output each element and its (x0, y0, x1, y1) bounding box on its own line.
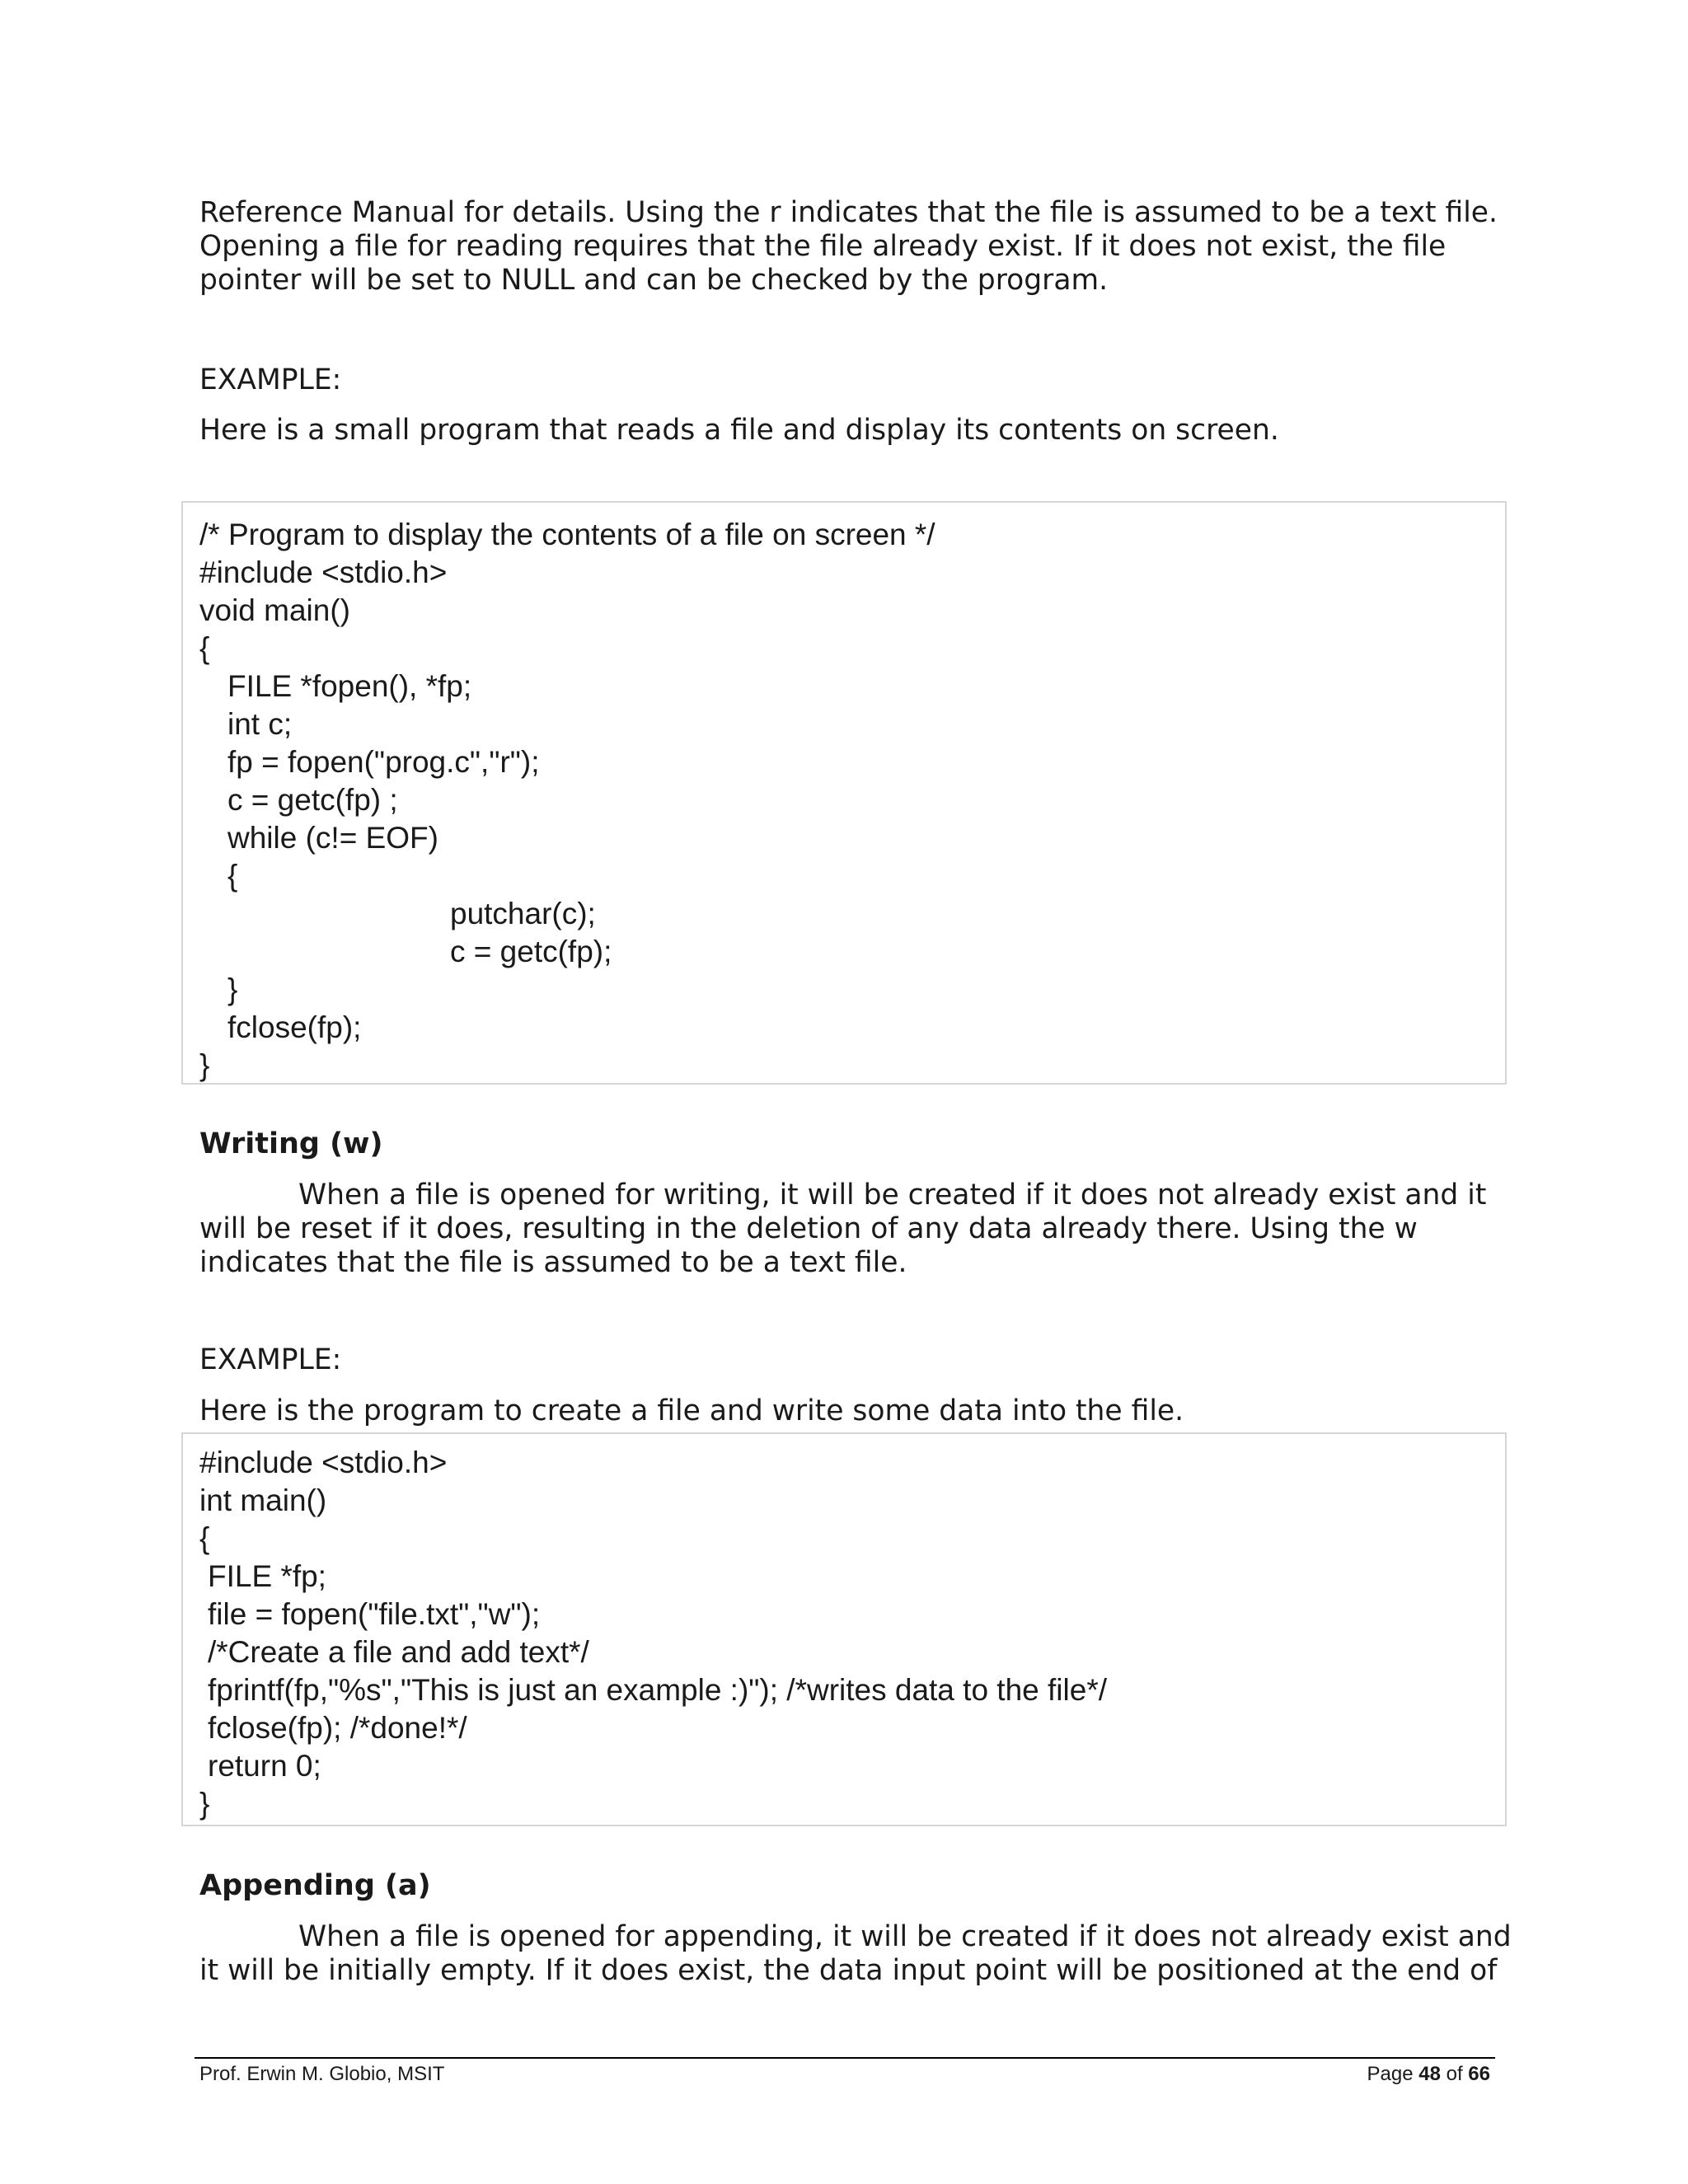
appending-paragraph (199, 1920, 1512, 1988)
writing-line: indicates that the file is assumed to be a text file. (199, 1246, 907, 1279)
code-block-write-file (181, 1432, 1507, 1826)
code-line: return 0; (208, 1749, 321, 1783)
code-line: c = getc(fp) ; (227, 783, 398, 817)
code-line: FILE *fp; (208, 1559, 326, 1593)
code-line: { (199, 1521, 210, 1555)
code-line: fclose(fp); (227, 1010, 362, 1044)
page-of: of (1446, 2063, 1463, 2085)
appending-line: it will be initially empty. If it does exist, the data input point will be positioned at the end of (199, 1954, 1498, 1987)
code-block-read-file (181, 501, 1507, 1085)
intro-line: Opening a file for reading requires that the file already exist. If it does not exist, the file (199, 230, 1447, 263)
code-line: } (227, 972, 238, 1006)
code-line: c = getc(fp); (450, 935, 612, 968)
code-line: /* Program to display the contents of a file on screen */ (199, 518, 935, 551)
code-line: { (199, 631, 210, 665)
code-line: fprintf(fp,"%s","This is just an example :)"); /*writes data to the file*/ (208, 1673, 1107, 1707)
code-line: } (199, 1787, 210, 1821)
code-line: int c; (227, 707, 293, 741)
code-line: #include <stdio.h> (199, 555, 448, 589)
example-label: EXAMPLE: (199, 363, 342, 396)
intro-paragraph (199, 196, 1498, 298)
code-line: #include <stdio.h> (199, 1446, 448, 1479)
writing-line: will be reset if it does, resulting in the deletion of any data already there. Using the w (199, 1212, 1418, 1245)
footer-author: Prof. Erwin M. Globio, MSIT (199, 2063, 445, 2085)
section-heading-writing: Writing (w) (199, 1127, 383, 1160)
example-label: EXAMPLE: (199, 1343, 342, 1376)
writing-paragraph (199, 1179, 1485, 1280)
intro-line: Reference Manual for details. Using the r indicates that the file is assumed to be a text file. (199, 196, 1498, 229)
code-line: void main() (199, 593, 350, 627)
code-line: { (227, 859, 238, 893)
code-line: /*Create a file and add text*/ (208, 1635, 589, 1669)
appending-line: When a file is opened for appending, it will be created if it does not already exist and (298, 1920, 1512, 1953)
intro-line: pointer will be set to NULL and can be checked by the program. (199, 264, 1109, 297)
code-line: putchar(c); (450, 897, 596, 930)
current-page: 48 (1418, 2063, 1441, 2085)
code-line: file = fopen("file.txt","w"); (208, 1597, 541, 1631)
total-pages: 66 (1468, 2063, 1490, 2085)
footer-page-number (1367, 2062, 1491, 2087)
code-line: int main() (199, 1483, 327, 1517)
example-description: Here is a small program that reads a file and display its contents on screen. (199, 414, 1279, 447)
code-line: } (199, 1048, 210, 1082)
code-line: fclose(fp); /*done!*/ (208, 1711, 467, 1745)
example-description: Here is the program to create a file and write some data into the file. (199, 1394, 1184, 1427)
page-prefix: Page (1367, 2063, 1414, 2085)
footer-divider (195, 2057, 1495, 2059)
section-heading-appending: Appending (a) (199, 1869, 431, 1902)
code-line: fp = fopen("prog.c","r"); (227, 745, 540, 779)
code-line: FILE *fopen(), *fp; (227, 669, 472, 703)
writing-line: When a file is opened for writing, it will be created if it does not already exist and it (298, 1179, 1487, 1212)
code-line: while (c!= EOF) (227, 821, 438, 855)
